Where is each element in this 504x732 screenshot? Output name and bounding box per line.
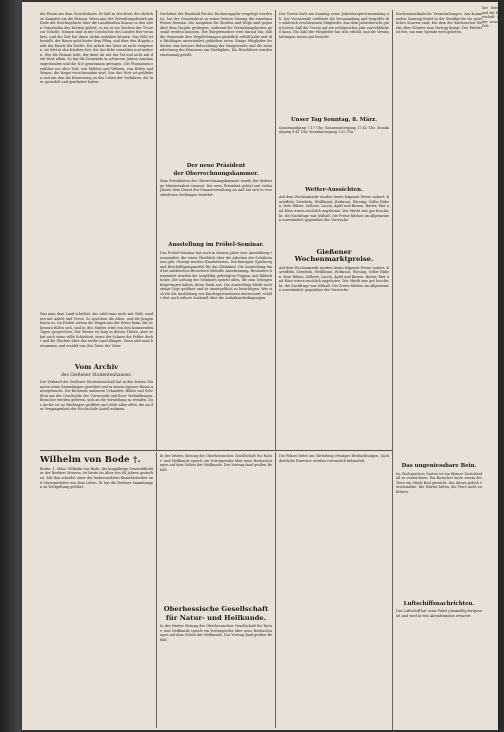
lower-center-top-text: In der letzten Sitzung der Oberhessischen Gesellschaft für Natur- und Heilkunde sprach ein Vortragender über neue Beobachtungen auf dem Gebiet der Heilkunde. Der Vortrag fand großen Beifall. — [160, 454, 272, 472]
column-rule — [275, 10, 276, 450]
column-1 — [40, 12, 153, 447]
column-2 — [160, 12, 272, 447]
day-headline: Unser Tag Sonntag, 8. März. — [290, 117, 377, 123]
president-headline: Der neue Präsident — [186, 163, 246, 169]
column-rule — [275, 452, 276, 728]
exhibition-headline: Ausstellung im Fröbel-Seminar. — [168, 242, 264, 249]
archive-headline: Vom Archiv — [74, 363, 119, 371]
section-rule — [40, 450, 392, 451]
president-text: Zum Präsidenten der Oberrechnungskammer wurde der bisherige Ministerialrat ernannt. Der neue Präsident gehört seit vielen Jahren dem Dienst der Finanzverwaltung an und hat sich in verschiedenen Stellungen bewährt. — [160, 179, 272, 197]
lower-right — [279, 454, 389, 726]
day-text: Sonnenaufgang 7.17 Uhr, Sonnenuntergang 17.43 Uhr. Mondaufgang 9.41 Uhr, Monduntergang 1.05 Uhr. — [279, 125, 389, 135]
leg-headline: Das ungeniessbare Bein. — [401, 463, 477, 469]
market-headline: Gießener Wochenmarktpreise. — [294, 248, 374, 264]
leg-text: Im Zoologischen Garten ist ein kleiner Zwischenfall zu verzeichnen. Ein Besucher hatte einem der Tiere ein Stück Brot gereicht, das dieses jedoch verschmähte. Die Wärter bitten, die Tiere nicht zu füttern. — [396, 471, 482, 494]
airship-text: Das Luftschiff hat seine Fahrt planmäßig fortgesetzt und wird in den Abendstunden erwartet. — [396, 609, 482, 618]
column-1-top-text: der Raum aus dem Gesichtskreis. Er hält in den Kreis des ehrlichen Kampfes um die Heimat. Wenn nun der Verwaltungsbezirk am Ende der Reichsgebiete über die Landstraßen hinaus zu den alten Gemeinden des Kreises gehört, so ist es ein Zeichen der Treue zur Scholle. Namen sind in der Geschichte des Landes fest verankert, und die Zeit hat ihnen nichts anhaben können. Das Feld ist bestellt, der Bauer geht hinter dem Pflug, und über den Hügeln zieht der Rauch der Dörfer. Die Arbeit der Väter ist nicht vergessen, sie lebt in den Kindern fort, die das Erbe verwalten und mehren. Wer die Heimat liebt, der dient ihr mit der Tat und nicht mit dem Wort allein. So hat die Gemeinde in schweren Jahren zusammengestanden und die Not gemeinsam getragen. Die Flurnamen erzählen von alter Zeit, von Mühlen und Wehren, von Höfen und Wegen, die längst verschwunden sind. Nur das Wort ist geblieben und mit ihm die Erinnerung an das Leben der Vorfahren, die hier gesiedelt und gearbeitet haben. — [40, 12, 153, 85]
society-text: In der letzten Sitzung der Oberhessischen Gesellschaft für Natur- und Heilkunde sprach ein Vortragender über neue Beobachtungen auf dem Gebiet der Heilkunde. Der Vortrag fand großen Beifall. — [160, 624, 272, 642]
column-3-top-text: Der Verein hielt am Sonntag seine Jahreshauptversammlung ab. Der Vorsitzende eröffnete die Versammlung und begrüßte die zahlreich erschienenen Mitglieder. Aus dem Jahresbericht ging hervor, daß der Verein auf ein erfolgreiches Jahr zurückblicken kann. Die Zahl der Mitglieder hat sich erhöht, und die Veranstaltungen waren gut besucht. — [279, 12, 389, 39]
lower-left — [40, 454, 153, 726]
society-headline: Oberhessische Gesellschaft — [163, 605, 269, 613]
column-4-top-text: Kirchenmusikalische Veranstaltungen. Am kommenden Sonntag findet in der Stadtkirche ein geistliches Konzert statt, bei dem der Kirchenchor Werke alter Meister zum Vortrag bringt. Der Eintritt ist frei, um eine Spende wird gebeten. — [396, 12, 482, 35]
airship-headline: Luftschiffsnachrichten. — [403, 600, 475, 607]
market-text: Auf dem Wochenmarkt wurden heute folgende Preise notiert: Kartoffeln, Zwiebeln, Weißkraut, Rotkraut, Wirsing, Gelbe Rüben, Rote Rüben, Sellerie, Lauch, Äpfel und Birnen. Butter, Eier und Käse waren reichlich angeboten. Der Markt war gut beschickt, die Nachfrage war lebhaft. Die Preise blieben im allgemeinen unverändert gegenüber der Vorwoche. — [279, 265, 389, 293]
edge-text: Der Krieg und die Wirtschaft in der neuen Zeit. — [482, 6, 500, 28]
lower-center — [160, 454, 272, 726]
weather-headline: Wetter-Aussichten. — [305, 186, 363, 193]
newspaper-page — [22, 2, 498, 730]
weather-text: Auf dem Wochenmarkt wurden heute folgende Preise notiert: Kartoffeln, Zwiebeln, Weißkraut, Rotkraut, Wirsing, Gelbe Rüben, Rote Rüben, Sellerie, Lauch, Äpfel und Birnen. Butter, Eier und Käse waren reichlich angeboten. Der Markt war gut beschickt, die Nachfrage war lebhaft. Die Preise blieben im allgemeinen unverändert gegenüber der Vorwoche. — [279, 195, 389, 223]
archive-subheadline: des Gießener Studentenhauses. — [61, 373, 132, 379]
exhibition-text: Das Fröbel-Seminar hat auch in diesem Jahre eine Ausstellung veranstaltet, die einen Überblick über die Arbeiten der Schülerinnen gibt. Gezeigt werden Handarbeiten, Zeichnungen, Spielzeug und Beschäftigungsmittel für das Kleinkind. Die Ausstellung fand bei zahlreichen Besuchern lebhafte Anerkennung. Besonders bewundert wurden die sorgfältig gefertigten Puppen und Bilderbücher. Die Leitung des Seminars spricht allen, die zum Gelingen beigetragen haben, ihren Dank aus. Die Ausstellung bleibt noch einige Tage geöffnet und ist unentgeltlich zu besichtigen. Wer sich für die Ausbildung von Kindergärtnerinnen interessiert, erhält dort auch nähere Auskunft über die Aufnahmebedingungen. — [160, 251, 272, 301]
column-3 — [279, 12, 389, 447]
society-headline-2: für Natur- und Heilkunde. — [165, 614, 267, 623]
column-2-top-text: Nachdem der Haushalt für das Rechnungsjahr vorgelegt worden ist, hat der Gemeinderat in seiner letzten Sitzung die einzelnen Posten beraten. Die Ausgaben für Straßen und Wege sind gegenüber dem Vorjahr gestiegen, während die Verwaltungskosten gesenkt werden konnten. Der Bürgermeister wies darauf hin, daß die Gemeinde ihre Verpflichtungen pünktlich erfüllt habe und die Rücklagen unverändert geblieben seien. Einige Mitglieder forderten eine bessere Beleuchtung der Hauptstraße und die Instandsetzung des Brunnens am Marktplatz. Die Beschlüsse wurden einstimmig gefaßt. — [160, 12, 272, 57]
president-headline-2: der Oberrechnungskammer. — [173, 170, 259, 177]
column-rule — [156, 452, 157, 728]
bode-text: Berlin, 1. März. Wilhelm von Bode, der langjährige Generaldirektor der Berliner Museen, ist heute im Alter von 84 Jahren gestorben. Mit ihm scheidet einer der bedeutendsten Kunsthistoriker und Museumsleiter aus dem Leben. Er hat die Berliner Sammlungen zu Weltgeltung geführt. — [40, 466, 153, 490]
bode-headline: Wilhelm von Bode †. — [40, 455, 141, 465]
column-rule — [392, 10, 393, 730]
book-binding — [0, 0, 22, 732]
column-1-middle-text: Was man dem Land schuldet, das zahlt man nicht mit Geld, sondern mit Arbeit und Treue. So sprechen die Alten, und die Jungen hören es. Im Herbst ziehen die Wagen mit der Ernte heim, die Scheunen füllen sich, und in den Stuben wird von den kommenden Tagen gesprochen. Der Winter ist lang in diesen Tälern, aber er hat auch seine stille Schönheit, wenn der Schnee die Felder deckt und die Glocken über das weiße Land klingen. Dann sitzt man beisammen und erzählt von den Taten der Väter. — [40, 312, 153, 348]
column-4 — [396, 12, 482, 727]
archive-text: Der Verband der Gießener Studentenschaft hat in den letzten Monaten seine Sammlungen geordnet und in einem eigenen Raum untergebracht. Die Bestände umfassen Urkunden, Bilder und Schriften aus der Geschichte der Universität und ihrer Verbindungen. Besucher werden gebeten, sich an die Verwaltung zu wenden. Das Archiv ist an Werktagen geöffnet und steht allen offen, die an der Vergangenheit der Hochschule Anteil nehmen. — [40, 380, 153, 412]
lower-right-text: Die Polizei bittet um Mitteilung etwaiger Beobachtungen. Sachdienliche Hinweise werden vertraulich behandelt. — [279, 454, 389, 463]
column-rule — [156, 10, 157, 450]
